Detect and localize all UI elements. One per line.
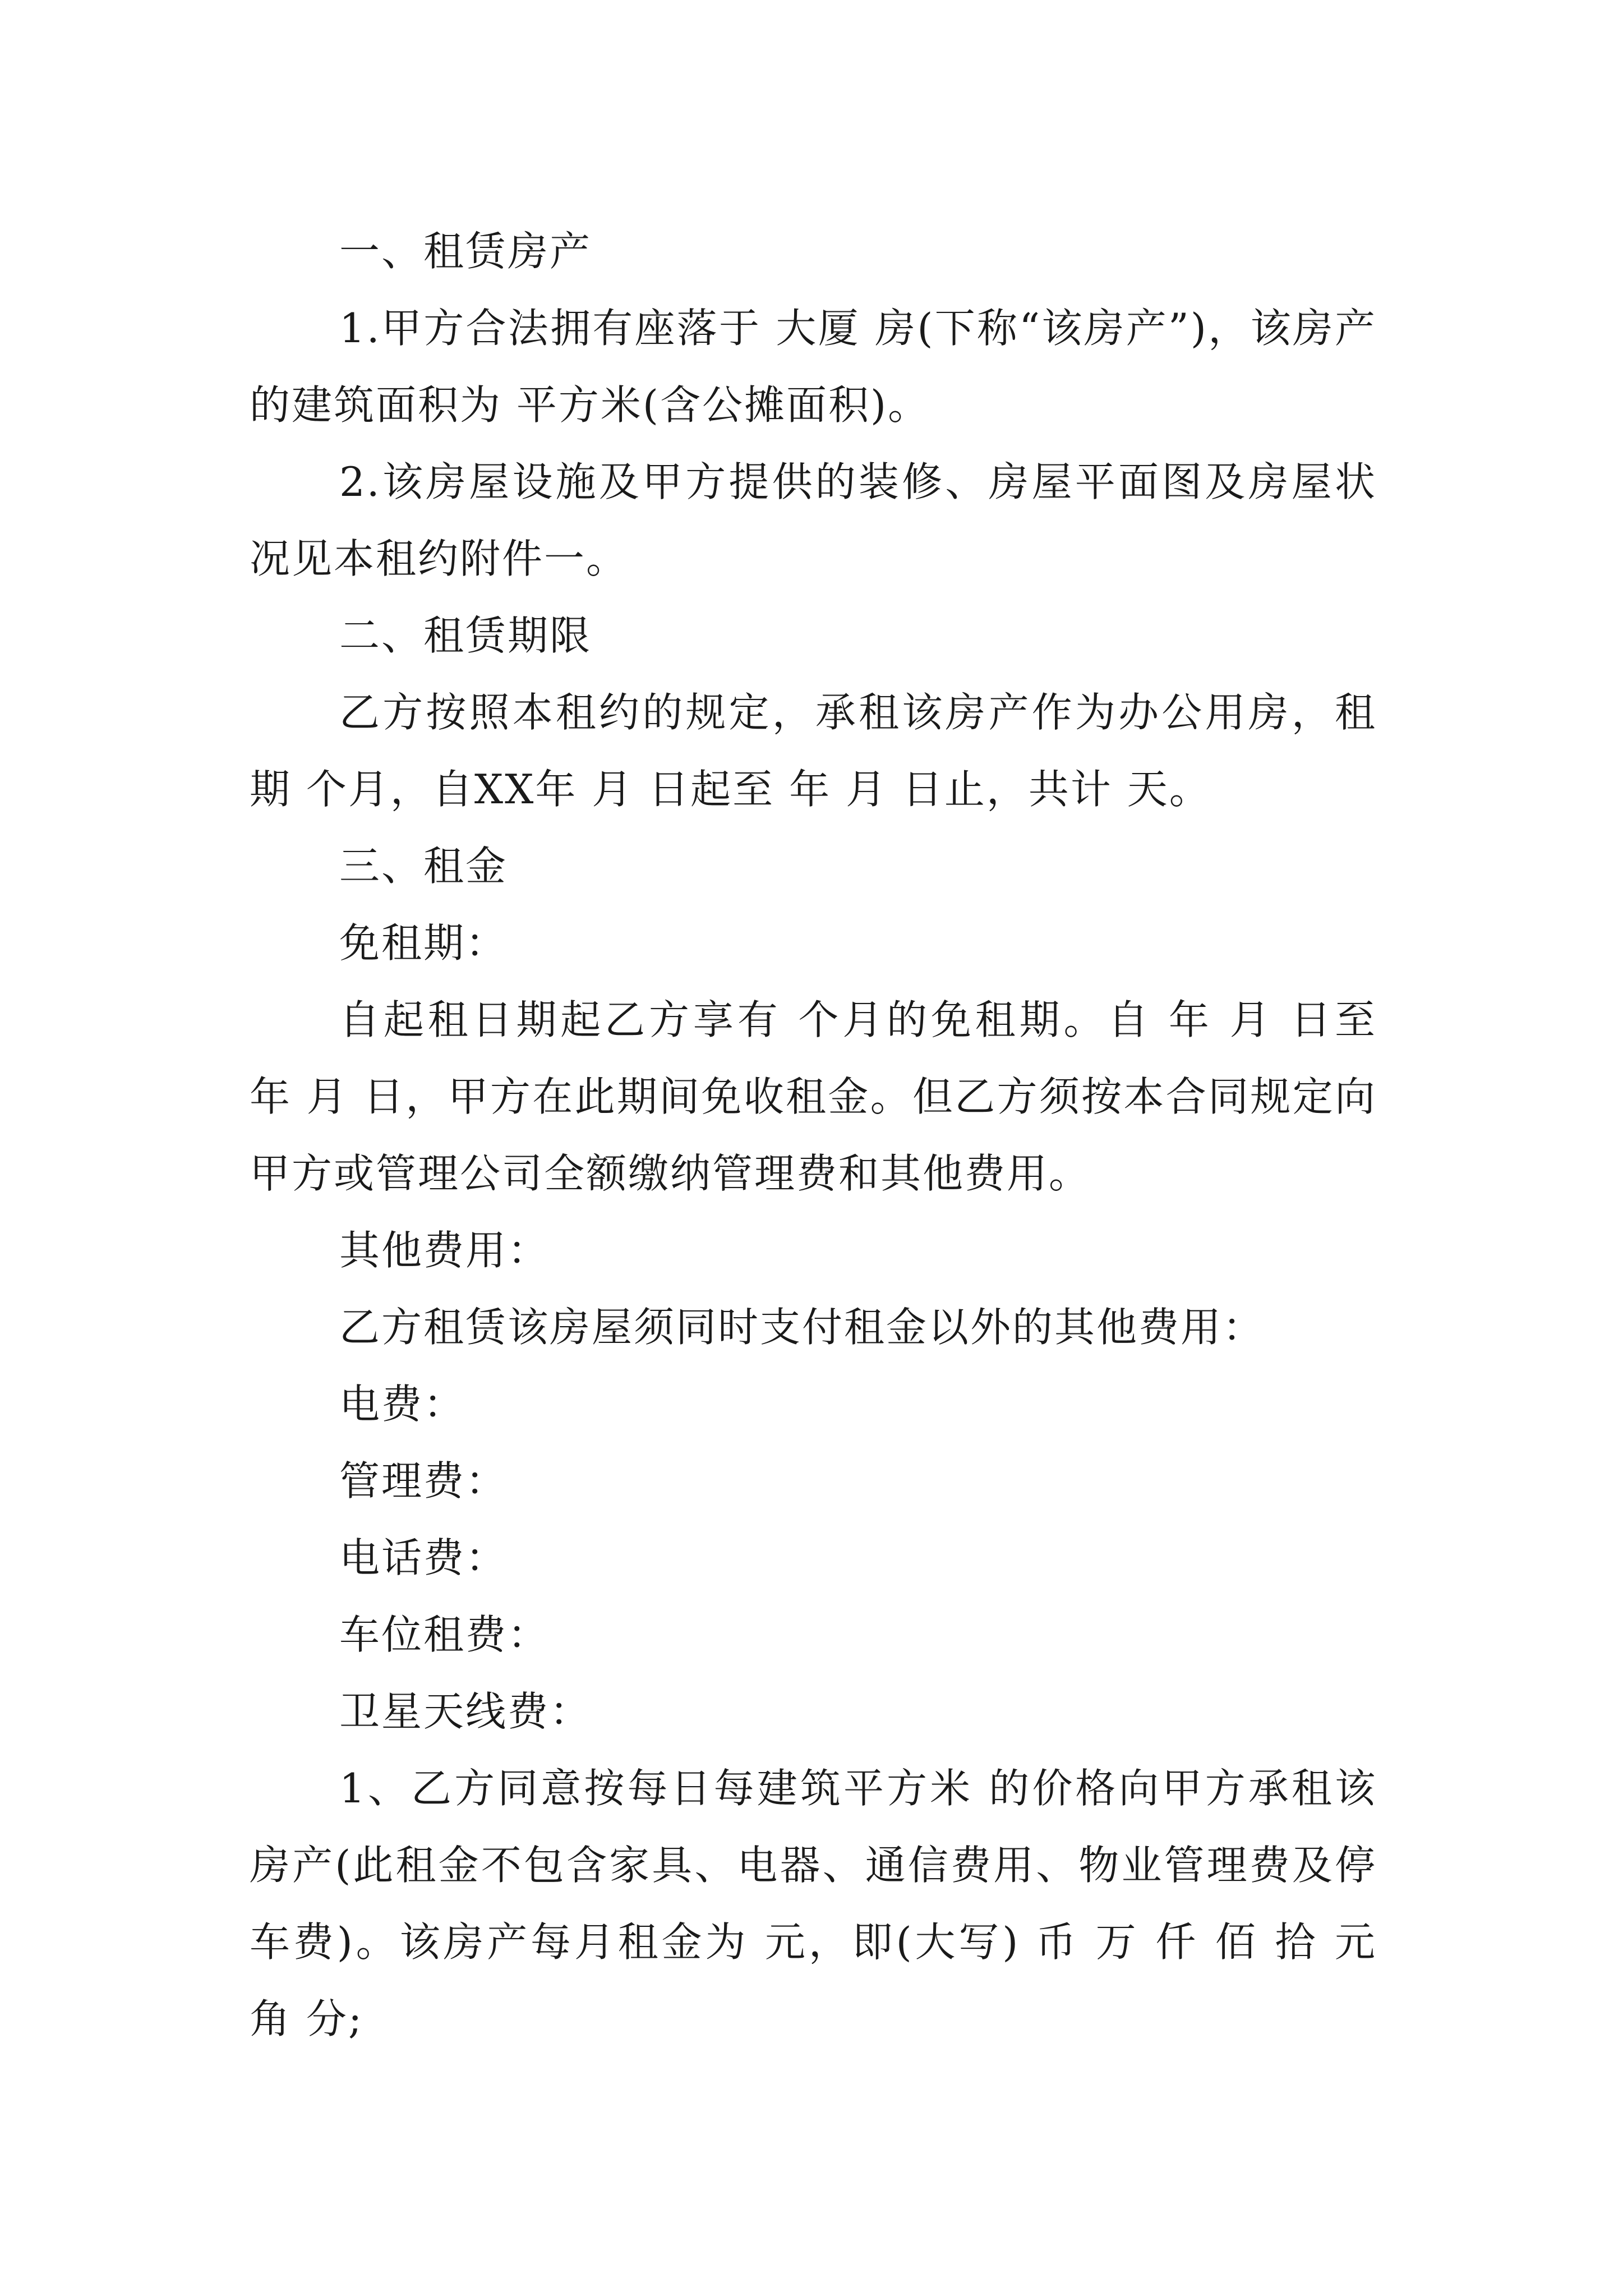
clause-lease-term: 乙方按照本租约的规定，承租该房产作为办公用房，租期 个月，自XX年 月 日起至 年 月 日止，共计 天。 (250, 689, 1377, 813)
subheading-rent-free-period: 免租期： (339, 919, 508, 967)
fee-item-electricity: 电费： (339, 1381, 466, 1428)
fee-item-satellite: 卫星天线费： (339, 1688, 592, 1735)
clause-other-fees: 乙方租赁该房屋须同时支付租金以外的其他费用： (339, 1304, 1265, 1351)
section-heading-rental-property: 一、租赁房产 (339, 228, 592, 275)
fee-item-management: 管理费： (339, 1457, 508, 1504)
clause-rent-price: 1、乙方同意按每日每建筑平方米 的价格向甲方承租该房产(此租金不包含家具、电器、通信费用、物业管理费及停车费)。该房产每月租金为 元，即(大写) 币 万 仟 佰 拾 元 角 分; (250, 1765, 1377, 2042)
clause-property-location: 1.甲方合法拥有座落于 大厦 房(下称“该房产”)，该房产的建筑面积为 平方米(含公摊面积)。 (250, 305, 1377, 429)
section-heading-lease-term: 二、租赁期限 (339, 612, 592, 659)
clause-property-facilities: 2.该房屋设施及甲方提供的装修、房屋平面图及房屋状况见本租约附件一。 (250, 458, 1377, 582)
document-body (250, 213, 1377, 2058)
fee-item-telephone: 电话费： (339, 1534, 508, 1581)
subheading-other-fees: 其他费用： (339, 1227, 550, 1274)
fee-item-parking: 车位租费： (339, 1611, 550, 1658)
section-heading-rent: 三、租金 (339, 843, 508, 890)
clause-rent-free-period: 自起租日期起乙方享有 个月的免租期。自 年 月 日至 年 月 日，甲方在此期间免收租金。但乙方须按本合同规定向甲方或管理公司全额缴纳管理费和其他费用。 (250, 996, 1377, 1197)
